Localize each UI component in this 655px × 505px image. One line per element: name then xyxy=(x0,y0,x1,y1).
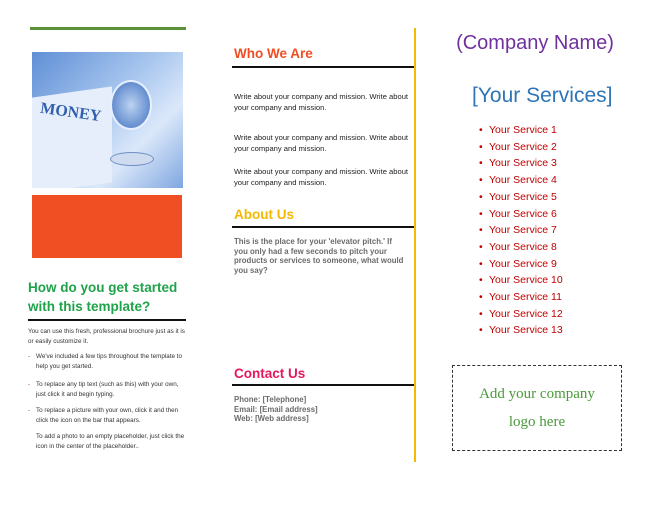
service-label: Your Service 4 xyxy=(489,174,557,187)
tip-text: To replace any tip text (such as this) with your own, just click it and begin typing. xyxy=(36,381,179,398)
who-paragraph: Write about your company and mission. Write about your company and mission. xyxy=(234,133,409,153)
service-label: Your Service 1 xyxy=(489,124,557,136)
logo-placeholder[interactable] xyxy=(452,365,622,451)
bullet-icon: • xyxy=(479,124,483,136)
service-label: Your Service 11 xyxy=(489,291,562,303)
bullet-icon: • xyxy=(479,190,483,203)
contact-us-heading: Contact Us xyxy=(234,366,306,381)
tip-item xyxy=(28,352,188,372)
globe-stand xyxy=(110,152,154,166)
bullet-icon: • xyxy=(479,240,483,253)
column-divider xyxy=(414,28,416,462)
bullet-icon: • xyxy=(479,157,483,170)
left-divider xyxy=(28,319,186,321)
tip-text: To replace a picture with your own, click it and then click the icon on the bar that appears. xyxy=(36,407,179,424)
bullet-icon: • xyxy=(479,307,483,320)
service-label: Your Service 5 xyxy=(489,190,557,203)
bullet-icon: • xyxy=(479,224,483,237)
service-label: Your Service 2 xyxy=(489,140,557,153)
bullet-icon: • xyxy=(479,257,483,270)
service-label: Your Service 9 xyxy=(489,257,557,270)
tip-text: We've included a few tips throughout the template to help you get started. xyxy=(36,353,183,370)
left-intro: You can use this fresh, professional brochure just as it is or easily customize it. xyxy=(28,328,185,345)
tip-item xyxy=(28,406,188,426)
photo-headline: MONEY xyxy=(39,99,103,126)
service-label: Your Service 13 xyxy=(489,324,563,337)
bullet-icon: • xyxy=(479,174,483,187)
orange-block xyxy=(32,195,182,258)
services-heading: [Your Services] xyxy=(472,84,613,107)
bullet-icon: • xyxy=(479,207,483,220)
left-heading: How do you get started with this template? xyxy=(28,280,178,314)
tip-item xyxy=(28,380,188,400)
who-paragraph: Write about your company and mission. Write about your company and mission. xyxy=(234,167,409,187)
top-green-bar xyxy=(30,27,186,30)
service-label: Your Service 10 xyxy=(489,274,563,287)
bullet-icon: • xyxy=(479,291,483,303)
bullet-dash: - xyxy=(28,353,31,360)
who-divider xyxy=(232,66,414,68)
logo-placeholder-text: Add your company logo here xyxy=(479,386,595,430)
who-paragraph: Write about your company and mission. Write about your company and mission. xyxy=(234,92,409,112)
about-divider xyxy=(232,226,414,228)
contact-email: Email: [Email address] xyxy=(234,405,318,414)
service-label: Your Service 8 xyxy=(489,240,557,253)
contact-divider xyxy=(232,384,414,386)
bullet-icon: • xyxy=(479,274,483,287)
bullet-dash: - xyxy=(28,407,31,414)
contact-web: Web: [Web address] xyxy=(234,414,309,423)
tip-text: To add a photo to an empty placeholder, just click the icon in the center of the placeholder.. xyxy=(36,433,185,450)
service-label: Your Service 6 xyxy=(489,207,557,220)
who-we-are-heading: Who We Are xyxy=(234,46,313,61)
contact-phone: Phone: [Telephone] xyxy=(234,395,307,404)
about-us-heading: About Us xyxy=(234,207,294,222)
bullet-icon: • xyxy=(479,324,483,337)
tip-extra xyxy=(28,432,188,452)
cover-photo[interactable] xyxy=(32,52,183,188)
about-text: This is the place for your 'elevator pitch.' If you only had a few seconds to pitch your products or services to someone, what would you say? xyxy=(234,237,404,275)
service-label: Your Service 7 xyxy=(489,224,557,237)
company-name: (Company Name) xyxy=(456,32,614,54)
bullet-icon: • xyxy=(479,140,483,153)
service-label: Your Service 3 xyxy=(489,157,557,170)
bullet-dash: - xyxy=(28,381,31,388)
globe-shape xyxy=(110,80,152,130)
service-label: Your Service 12 xyxy=(489,307,563,320)
